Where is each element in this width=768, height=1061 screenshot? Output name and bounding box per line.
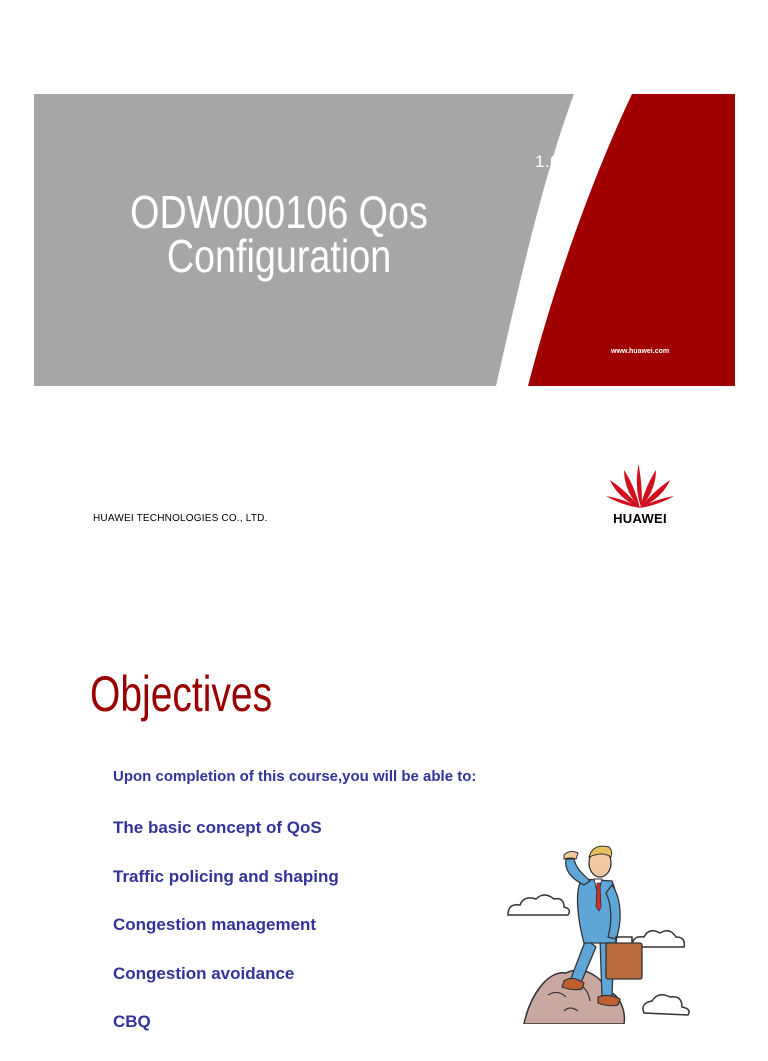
objective-item: CBQ	[113, 1012, 151, 1031]
title-line-2: Configuration	[166, 230, 392, 282]
huawei-flower-icon	[604, 458, 676, 510]
huawei-logo	[604, 458, 676, 528]
objectives-list	[113, 818, 339, 1061]
presentation-title	[127, 186, 430, 282]
briefcase-icon	[606, 937, 642, 979]
businessman-clipart	[504, 835, 714, 1024]
title-line-1: ODW000106 Qos	[130, 186, 428, 238]
objective-item: Congestion avoidance	[113, 963, 295, 983]
objective-item: Traffic policing and shaping	[113, 866, 339, 886]
objectives-heading: Objectives	[90, 666, 273, 722]
website-url: www.huawei.com	[611, 348, 670, 355]
version-label: 1.0	[535, 152, 561, 171]
objectives-intro: Upon completion of this course,you will be able to:	[113, 768, 477, 785]
company-name: HUAWEI TECHNOLOGIES CO., LTD.	[93, 513, 268, 524]
title-banner	[34, 94, 735, 386]
objective-item: The basic concept of QoS	[113, 818, 322, 837]
objective-item: Congestion management	[113, 915, 317, 934]
logo-wordmark: HUAWEI	[613, 511, 667, 526]
